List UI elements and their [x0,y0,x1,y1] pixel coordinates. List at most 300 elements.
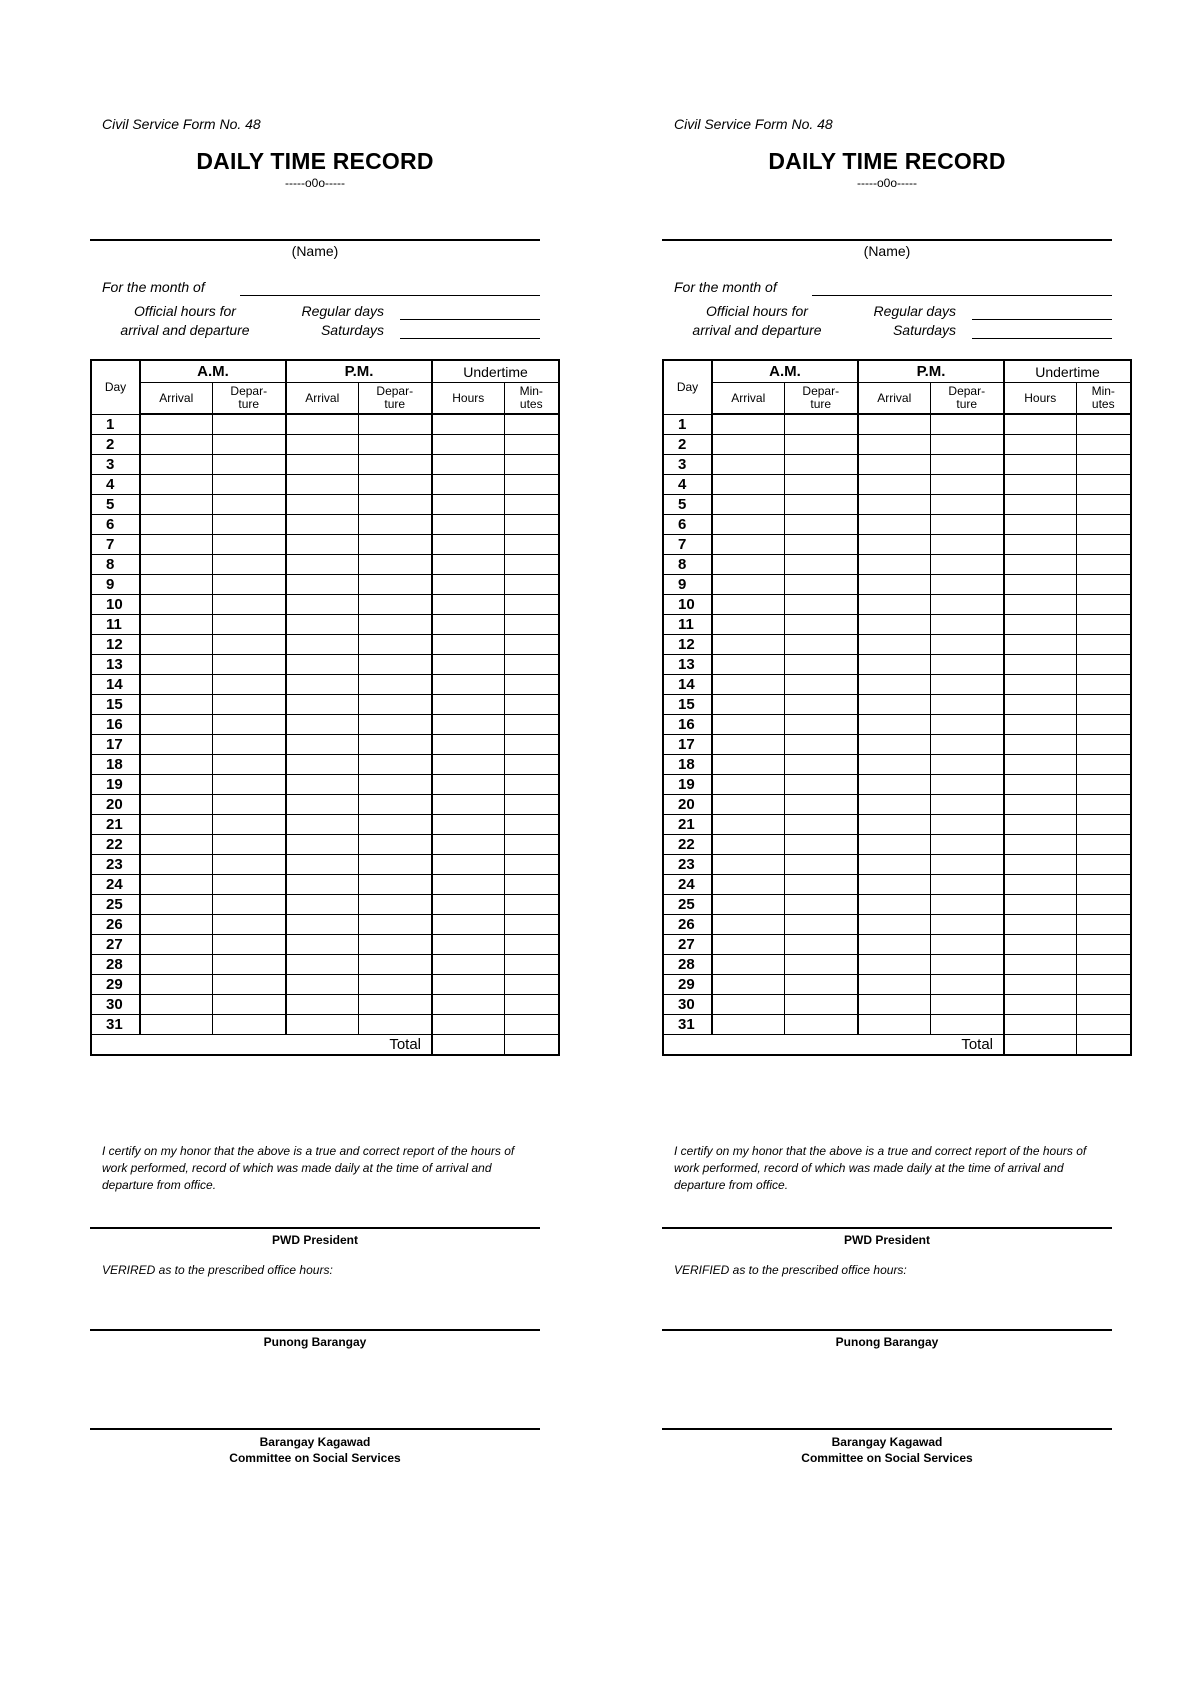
undertime-hours-cell[interactable] [432,835,504,855]
pm-departure-cell[interactable] [358,575,432,595]
pm-departure-cell[interactable] [930,815,1004,835]
pm-arrival-cell[interactable] [286,935,358,955]
undertime-minutes-cell[interactable] [1076,935,1131,955]
pm-departure-cell[interactable] [358,755,432,775]
am-departure-cell[interactable] [212,535,286,555]
am-arrival-cell[interactable] [712,915,784,935]
pm-arrival-cell[interactable] [858,875,930,895]
undertime-hours-cell[interactable] [1004,955,1076,975]
undertime-minutes-cell[interactable] [1076,915,1131,935]
am-departure-cell[interactable] [212,895,286,915]
undertime-minutes-cell[interactable] [504,715,559,735]
pm-arrival-cell[interactable] [286,875,358,895]
pm-departure-cell[interactable] [930,635,1004,655]
am-arrival-cell[interactable] [712,1015,784,1035]
undertime-minutes-cell[interactable] [1076,875,1131,895]
undertime-hours-cell[interactable] [1004,935,1076,955]
am-departure-cell[interactable] [784,475,858,495]
undertime-minutes-cell[interactable] [1076,995,1131,1015]
pm-arrival-cell[interactable] [286,895,358,915]
pm-departure-cell[interactable] [930,855,1004,875]
name-line[interactable] [662,239,1112,241]
pm-arrival-cell[interactable] [858,775,930,795]
month-line[interactable] [812,295,1112,296]
pm-arrival-cell[interactable] [858,455,930,475]
am-departure-cell[interactable] [212,635,286,655]
pm-arrival-cell[interactable] [286,455,358,475]
undertime-hours-cell[interactable] [432,635,504,655]
undertime-minutes-cell[interactable] [1076,595,1131,615]
undertime-minutes-cell[interactable] [504,1015,559,1035]
am-departure-cell[interactable] [784,414,858,435]
total-hours-cell[interactable] [1004,1035,1076,1056]
am-departure-cell[interactable] [212,935,286,955]
pm-departure-cell[interactable] [930,995,1004,1015]
am-departure-cell[interactable] [212,675,286,695]
pm-departure-cell[interactable] [930,615,1004,635]
am-departure-cell[interactable] [784,495,858,515]
am-arrival-cell[interactable] [712,935,784,955]
pm-departure-cell[interactable] [358,595,432,615]
undertime-minutes-cell[interactable] [504,975,559,995]
am-arrival-cell[interactable] [140,555,212,575]
undertime-minutes-cell[interactable] [504,915,559,935]
am-departure-cell[interactable] [784,535,858,555]
am-arrival-cell[interactable] [140,414,212,435]
total-minutes-cell[interactable] [504,1035,559,1056]
am-arrival-cell[interactable] [140,735,212,755]
pm-arrival-cell[interactable] [286,515,358,535]
pm-departure-cell[interactable] [358,995,432,1015]
undertime-minutes-cell[interactable] [1076,835,1131,855]
undertime-minutes-cell[interactable] [1076,695,1131,715]
am-departure-cell[interactable] [212,435,286,455]
undertime-hours-cell[interactable] [1004,495,1076,515]
pm-departure-cell[interactable] [930,595,1004,615]
pm-departure-cell[interactable] [930,835,1004,855]
am-arrival-cell[interactable] [140,1015,212,1035]
pm-arrival-cell[interactable] [858,535,930,555]
am-arrival-cell[interactable] [140,995,212,1015]
pm-arrival-cell[interactable] [286,755,358,775]
am-arrival-cell[interactable] [140,595,212,615]
undertime-hours-cell[interactable] [432,935,504,955]
am-arrival-cell[interactable] [140,715,212,735]
pm-arrival-cell[interactable] [858,1015,930,1035]
pm-arrival-cell[interactable] [286,715,358,735]
undertime-hours-cell[interactable] [1004,635,1076,655]
undertime-minutes-cell[interactable] [1076,475,1131,495]
signature-line-1[interactable] [90,1227,540,1229]
undertime-minutes-cell[interactable] [1076,515,1131,535]
pm-departure-cell[interactable] [358,895,432,915]
pm-departure-cell[interactable] [358,875,432,895]
pm-arrival-cell[interactable] [858,995,930,1015]
undertime-hours-cell[interactable] [1004,835,1076,855]
undertime-hours-cell[interactable] [1004,575,1076,595]
pm-arrival-cell[interactable] [286,915,358,935]
pm-arrival-cell[interactable] [858,755,930,775]
am-departure-cell[interactable] [212,695,286,715]
undertime-minutes-cell[interactable] [504,475,559,495]
undertime-hours-cell[interactable] [432,875,504,895]
am-departure-cell[interactable] [784,835,858,855]
am-departure-cell[interactable] [784,635,858,655]
undertime-hours-cell[interactable] [432,414,504,435]
undertime-hours-cell[interactable] [432,595,504,615]
pm-departure-cell[interactable] [358,955,432,975]
pm-arrival-cell[interactable] [858,595,930,615]
am-arrival-cell[interactable] [712,555,784,575]
am-arrival-cell[interactable] [712,875,784,895]
undertime-hours-cell[interactable] [432,475,504,495]
am-departure-cell[interactable] [212,475,286,495]
pm-departure-cell[interactable] [358,1015,432,1035]
undertime-minutes-cell[interactable] [504,535,559,555]
pm-departure-cell[interactable] [930,675,1004,695]
undertime-minutes-cell[interactable] [504,455,559,475]
undertime-hours-cell[interactable] [1004,815,1076,835]
am-arrival-cell[interactable] [712,715,784,735]
am-departure-cell[interactable] [212,455,286,475]
am-departure-cell[interactable] [212,715,286,735]
am-departure-cell[interactable] [784,915,858,935]
pm-departure-cell[interactable] [930,414,1004,435]
am-arrival-cell[interactable] [712,815,784,835]
pm-arrival-cell[interactable] [858,675,930,695]
pm-arrival-cell[interactable] [286,535,358,555]
pm-arrival-cell[interactable] [858,575,930,595]
am-arrival-cell[interactable] [712,675,784,695]
am-departure-cell[interactable] [784,755,858,775]
saturdays-line[interactable] [400,338,540,339]
undertime-hours-cell[interactable] [432,715,504,735]
pm-departure-cell[interactable] [930,455,1004,475]
undertime-hours-cell[interactable] [432,575,504,595]
am-arrival-cell[interactable] [140,915,212,935]
am-departure-cell[interactable] [212,595,286,615]
am-arrival-cell[interactable] [712,575,784,595]
undertime-minutes-cell[interactable] [1076,675,1131,695]
am-departure-cell[interactable] [212,1015,286,1035]
am-arrival-cell[interactable] [140,815,212,835]
undertime-minutes-cell[interactable] [504,595,559,615]
pm-arrival-cell[interactable] [286,575,358,595]
undertime-minutes-cell[interactable] [1076,715,1131,735]
pm-arrival-cell[interactable] [286,855,358,875]
am-arrival-cell[interactable] [140,755,212,775]
undertime-hours-cell[interactable] [1004,455,1076,475]
am-departure-cell[interactable] [784,695,858,715]
undertime-minutes-cell[interactable] [1076,495,1131,515]
am-arrival-cell[interactable] [712,635,784,655]
pm-arrival-cell[interactable] [286,675,358,695]
pm-arrival-cell[interactable] [858,655,930,675]
undertime-minutes-cell[interactable] [504,515,559,535]
signature-line-1[interactable] [662,1227,1112,1229]
undertime-minutes-cell[interactable] [504,855,559,875]
undertime-minutes-cell[interactable] [1076,855,1131,875]
pm-arrival-cell[interactable] [286,735,358,755]
am-departure-cell[interactable] [784,855,858,875]
am-departure-cell[interactable] [784,655,858,675]
am-departure-cell[interactable] [212,975,286,995]
pm-departure-cell[interactable] [930,895,1004,915]
undertime-hours-cell[interactable] [432,535,504,555]
pm-arrival-cell[interactable] [858,955,930,975]
undertime-minutes-cell[interactable] [504,575,559,595]
undertime-hours-cell[interactable] [432,955,504,975]
undertime-minutes-cell[interactable] [1076,775,1131,795]
am-arrival-cell[interactable] [712,515,784,535]
undertime-hours-cell[interactable] [1004,655,1076,675]
am-departure-cell[interactable] [212,795,286,815]
undertime-hours-cell[interactable] [1004,795,1076,815]
pm-departure-cell[interactable] [358,975,432,995]
am-departure-cell[interactable] [784,895,858,915]
pm-arrival-cell[interactable] [858,895,930,915]
am-departure-cell[interactable] [212,515,286,535]
undertime-minutes-cell[interactable] [504,795,559,815]
undertime-hours-cell[interactable] [1004,435,1076,455]
undertime-minutes-cell[interactable] [504,935,559,955]
undertime-minutes-cell[interactable] [504,655,559,675]
pm-departure-cell[interactable] [930,935,1004,955]
am-departure-cell[interactable] [212,955,286,975]
undertime-hours-cell[interactable] [1004,475,1076,495]
pm-departure-cell[interactable] [930,975,1004,995]
am-departure-cell[interactable] [784,435,858,455]
pm-departure-cell[interactable] [930,655,1004,675]
pm-arrival-cell[interactable] [286,775,358,795]
am-departure-cell[interactable] [784,875,858,895]
am-departure-cell[interactable] [784,555,858,575]
undertime-hours-cell[interactable] [1004,515,1076,535]
am-departure-cell[interactable] [212,555,286,575]
am-arrival-cell[interactable] [140,935,212,955]
undertime-hours-cell[interactable] [1004,915,1076,935]
am-departure-cell[interactable] [212,575,286,595]
undertime-hours-cell[interactable] [1004,975,1076,995]
am-arrival-cell[interactable] [140,475,212,495]
pm-departure-cell[interactable] [358,615,432,635]
am-arrival-cell[interactable] [712,955,784,975]
undertime-minutes-cell[interactable] [504,695,559,715]
undertime-hours-cell[interactable] [1004,675,1076,695]
am-arrival-cell[interactable] [712,655,784,675]
undertime-hours-cell[interactable] [432,615,504,635]
pm-arrival-cell[interactable] [858,695,930,715]
am-departure-cell[interactable] [784,575,858,595]
pm-arrival-cell[interactable] [286,495,358,515]
pm-arrival-cell[interactable] [858,635,930,655]
am-arrival-cell[interactable] [712,895,784,915]
undertime-minutes-cell[interactable] [1076,455,1131,475]
am-departure-cell[interactable] [212,655,286,675]
pm-arrival-cell[interactable] [858,935,930,955]
month-line[interactable] [240,295,540,296]
am-departure-cell[interactable] [784,735,858,755]
pm-arrival-cell[interactable] [858,495,930,515]
pm-departure-cell[interactable] [358,475,432,495]
undertime-hours-cell[interactable] [1004,715,1076,735]
undertime-minutes-cell[interactable] [1076,655,1131,675]
undertime-hours-cell[interactable] [1004,615,1076,635]
undertime-minutes-cell[interactable] [504,815,559,835]
pm-departure-cell[interactable] [930,955,1004,975]
pm-arrival-cell[interactable] [286,555,358,575]
pm-departure-cell[interactable] [358,495,432,515]
undertime-hours-cell[interactable] [1004,775,1076,795]
pm-departure-cell[interactable] [358,675,432,695]
undertime-minutes-cell[interactable] [504,835,559,855]
undertime-hours-cell[interactable] [432,555,504,575]
pm-departure-cell[interactable] [930,755,1004,775]
pm-arrival-cell[interactable] [858,555,930,575]
undertime-minutes-cell[interactable] [504,755,559,775]
undertime-minutes-cell[interactable] [1076,895,1131,915]
pm-departure-cell[interactable] [358,815,432,835]
undertime-hours-cell[interactable] [432,895,504,915]
pm-arrival-cell[interactable] [858,615,930,635]
saturdays-line[interactable] [972,338,1112,339]
undertime-hours-cell[interactable] [1004,755,1076,775]
undertime-minutes-cell[interactable] [1076,615,1131,635]
undertime-hours-cell[interactable] [432,695,504,715]
am-arrival-cell[interactable] [712,495,784,515]
am-departure-cell[interactable] [784,515,858,535]
undertime-minutes-cell[interactable] [504,995,559,1015]
am-arrival-cell[interactable] [140,775,212,795]
pm-departure-cell[interactable] [930,735,1004,755]
total-hours-cell[interactable] [432,1035,504,1056]
am-arrival-cell[interactable] [140,615,212,635]
undertime-hours-cell[interactable] [1004,695,1076,715]
regular-days-line[interactable] [972,319,1112,320]
pm-departure-cell[interactable] [358,435,432,455]
pm-arrival-cell[interactable] [858,815,930,835]
am-departure-cell[interactable] [212,775,286,795]
pm-arrival-cell[interactable] [286,815,358,835]
pm-arrival-cell[interactable] [286,995,358,1015]
pm-departure-cell[interactable] [930,915,1004,935]
am-arrival-cell[interactable] [712,695,784,715]
am-departure-cell[interactable] [784,795,858,815]
am-departure-cell[interactable] [212,735,286,755]
pm-arrival-cell[interactable] [286,435,358,455]
total-minutes-cell[interactable] [1076,1035,1131,1056]
am-arrival-cell[interactable] [712,414,784,435]
undertime-minutes-cell[interactable] [1076,975,1131,995]
am-arrival-cell[interactable] [712,455,784,475]
am-arrival-cell[interactable] [140,955,212,975]
am-departure-cell[interactable] [784,675,858,695]
undertime-minutes-cell[interactable] [1076,535,1131,555]
pm-departure-cell[interactable] [358,795,432,815]
pm-departure-cell[interactable] [358,695,432,715]
pm-departure-cell[interactable] [930,475,1004,495]
pm-departure-cell[interactable] [358,775,432,795]
pm-arrival-cell[interactable] [286,615,358,635]
pm-departure-cell[interactable] [358,555,432,575]
pm-arrival-cell[interactable] [858,475,930,495]
pm-departure-cell[interactable] [358,535,432,555]
undertime-minutes-cell[interactable] [1076,414,1131,435]
am-departure-cell[interactable] [212,995,286,1015]
pm-departure-cell[interactable] [930,535,1004,555]
pm-departure-cell[interactable] [930,495,1004,515]
am-arrival-cell[interactable] [140,575,212,595]
pm-departure-cell[interactable] [358,414,432,435]
regular-days-line[interactable] [400,319,540,320]
undertime-minutes-cell[interactable] [504,675,559,695]
undertime-minutes-cell[interactable] [1076,435,1131,455]
undertime-minutes-cell[interactable] [504,875,559,895]
am-arrival-cell[interactable] [140,535,212,555]
am-arrival-cell[interactable] [140,435,212,455]
undertime-minutes-cell[interactable] [1076,955,1131,975]
pm-departure-cell[interactable] [930,555,1004,575]
am-arrival-cell[interactable] [712,775,784,795]
pm-arrival-cell[interactable] [858,515,930,535]
pm-departure-cell[interactable] [930,1015,1004,1035]
pm-departure-cell[interactable] [358,855,432,875]
signature-line-3[interactable] [662,1428,1112,1430]
am-departure-cell[interactable] [784,595,858,615]
undertime-hours-cell[interactable] [432,1015,504,1035]
undertime-minutes-cell[interactable] [504,775,559,795]
undertime-minutes-cell[interactable] [504,615,559,635]
undertime-hours-cell[interactable] [432,735,504,755]
am-arrival-cell[interactable] [140,835,212,855]
undertime-hours-cell[interactable] [1004,995,1076,1015]
am-arrival-cell[interactable] [712,735,784,755]
pm-departure-cell[interactable] [358,515,432,535]
pm-departure-cell[interactable] [930,775,1004,795]
undertime-hours-cell[interactable] [432,795,504,815]
undertime-minutes-cell[interactable] [504,495,559,515]
pm-arrival-cell[interactable] [286,955,358,975]
undertime-hours-cell[interactable] [432,775,504,795]
am-arrival-cell[interactable] [140,795,212,815]
am-departure-cell[interactable] [784,955,858,975]
am-arrival-cell[interactable] [712,795,784,815]
signature-line-3[interactable] [90,1428,540,1430]
pm-departure-cell[interactable] [358,835,432,855]
undertime-minutes-cell[interactable] [1076,735,1131,755]
pm-departure-cell[interactable] [358,655,432,675]
pm-arrival-cell[interactable] [286,595,358,615]
undertime-hours-cell[interactable] [432,755,504,775]
am-arrival-cell[interactable] [712,535,784,555]
pm-arrival-cell[interactable] [286,795,358,815]
am-departure-cell[interactable] [212,495,286,515]
pm-arrival-cell[interactable] [858,795,930,815]
am-departure-cell[interactable] [212,835,286,855]
am-departure-cell[interactable] [784,1015,858,1035]
am-departure-cell[interactable] [784,455,858,475]
pm-arrival-cell[interactable] [858,975,930,995]
am-arrival-cell[interactable] [140,655,212,675]
pm-departure-cell[interactable] [358,715,432,735]
am-arrival-cell[interactable] [712,595,784,615]
signature-line-2[interactable] [90,1329,540,1331]
am-arrival-cell[interactable] [712,855,784,875]
am-arrival-cell[interactable] [712,615,784,635]
am-departure-cell[interactable] [784,615,858,635]
pm-arrival-cell[interactable] [858,835,930,855]
undertime-hours-cell[interactable] [432,675,504,695]
